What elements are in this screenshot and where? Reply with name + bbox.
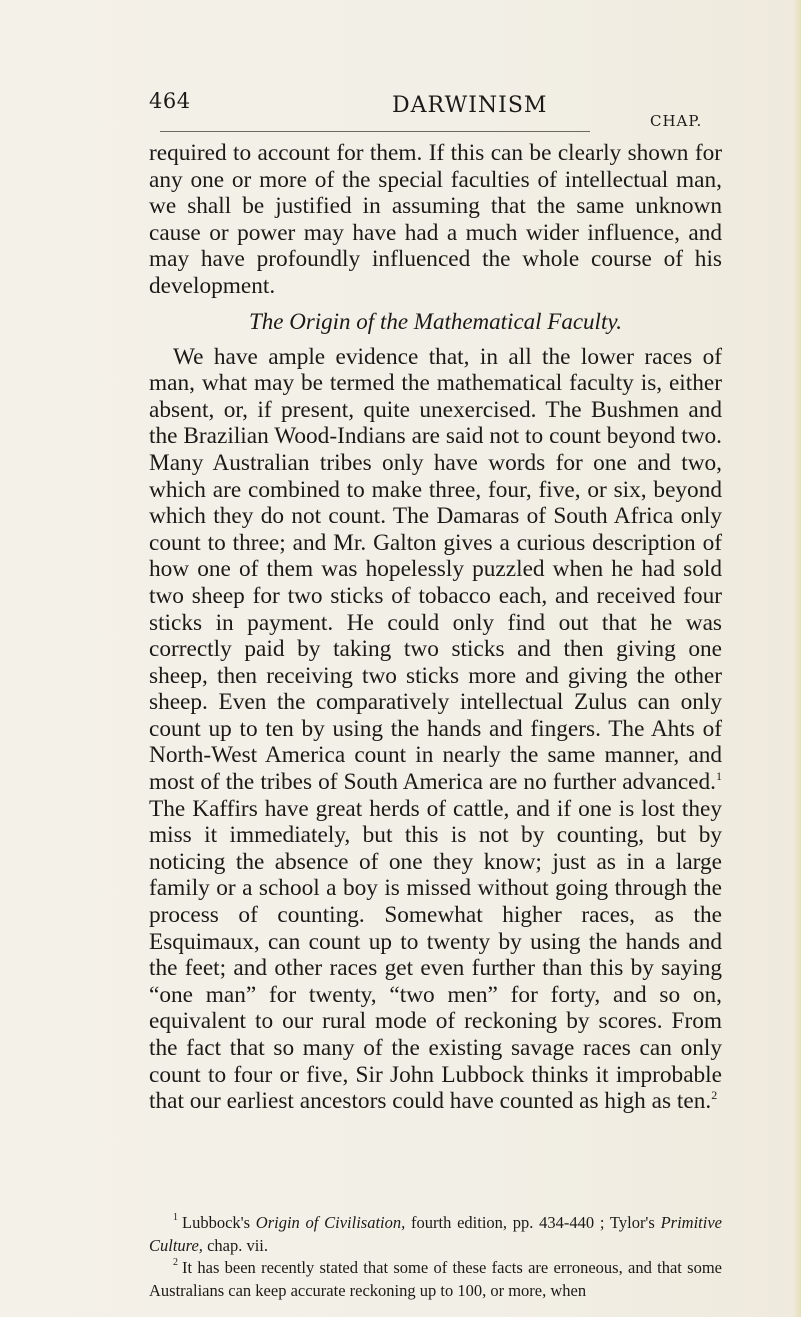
footnote-2-text: It has been recently stated that some of these facts are erroneous, and that some Australians can keep accurate reckoning up to 100, or more, when: [149, 1258, 722, 1300]
footnote-1: [149, 1212, 722, 1257]
footnote-marker-2: 2: [173, 1257, 178, 1268]
chapter-label: CHAP.: [650, 112, 703, 130]
footnote-1-text-before: Lubbock's: [182, 1213, 256, 1232]
header-rule: [160, 131, 590, 132]
section-heading: The Origin of the Mathematical Faculty.: [248, 308, 623, 334]
footnote-1-text-middle: fourth edition, pp. 434-440 ; Tylor's: [405, 1213, 661, 1232]
footnote-2: [149, 1257, 722, 1302]
footnote-reference-1: 1: [716, 769, 722, 784]
running-title: DARWINISM: [392, 93, 548, 118]
footnotes: [149, 1212, 722, 1302]
footnote-reference-2: 2: [711, 1088, 718, 1103]
intro-paragraph: required to account for them. If this can be clearly shown for any one or more of the special faculties of intellectual man, we shall be justified in assuming that the same unknown cause or power may have had a much wider influence, and may have profoundly influenced the whole course of his development.: [149, 140, 722, 299]
footnote-1-text-after: chap. vii.: [202, 1235, 269, 1255]
footnote-marker-1: 1: [173, 1212, 178, 1223]
page-number: 464: [149, 89, 191, 113]
footnote-1-italic-title-1: Origin of Civilisation,: [255, 1213, 406, 1232]
main-paragraph: [149, 344, 722, 1115]
page-header: [0, 0, 801, 140]
footnote-1-italic-title-2: Primitive Culture,: [149, 1213, 722, 1255]
body-text: [149, 140, 722, 1115]
main-paragraph-part-1: We have ample evidence that, in all the lower races of man, what may be termed the mathematical faculty is, either absent, or, if present, quite unexercised. The Bushmen and the Brazilian Wood-Indians are said not to count beyond two. Many Australian tribes only have words for one and two, which are combined to make three, four, five, or six, beyond which they do not count. The Damaras of South Africa only count to three; and Mr. Galton gives a curious description of how one of them was hopelessly puzzled when he had sold two sheep for two sticks of tobacco each, and received four sticks in payment. He could only find out that he was correctly paid by taking two sticks and then giving one sheep, then receiving two sticks more and giving the other sheep. Even the comparatively intellectual Zulus can only count up to ten by using the hands and fingers. The Ahts of North-West America count in nearly the same manner, and most of the tribes of South America are no further advanced.: [149, 343, 722, 796]
main-paragraph-part-2: The Kaffirs have great herds of cattle, and if one is lost they miss it immediately, but this is not by counting, but by noticing the absence of one they know; just as in a large family or a school a boy is missed without going through the process of counting. Somewhat higher races, as the Esquimaux, can count up to twenty by using the hands and the feet; and other races get even further than this by saying “one man” for twenty, “two men” for forty, and so on, equivalent to our rural mode of reckoning by scores. From the fact that so many of the existing savage races can only count to four or five, Sir John Lubbock thinks it improbable that our earliest ancestors could have counted as high as ten.: [149, 795, 722, 1115]
page-edge-shading: [793, 0, 801, 1317]
